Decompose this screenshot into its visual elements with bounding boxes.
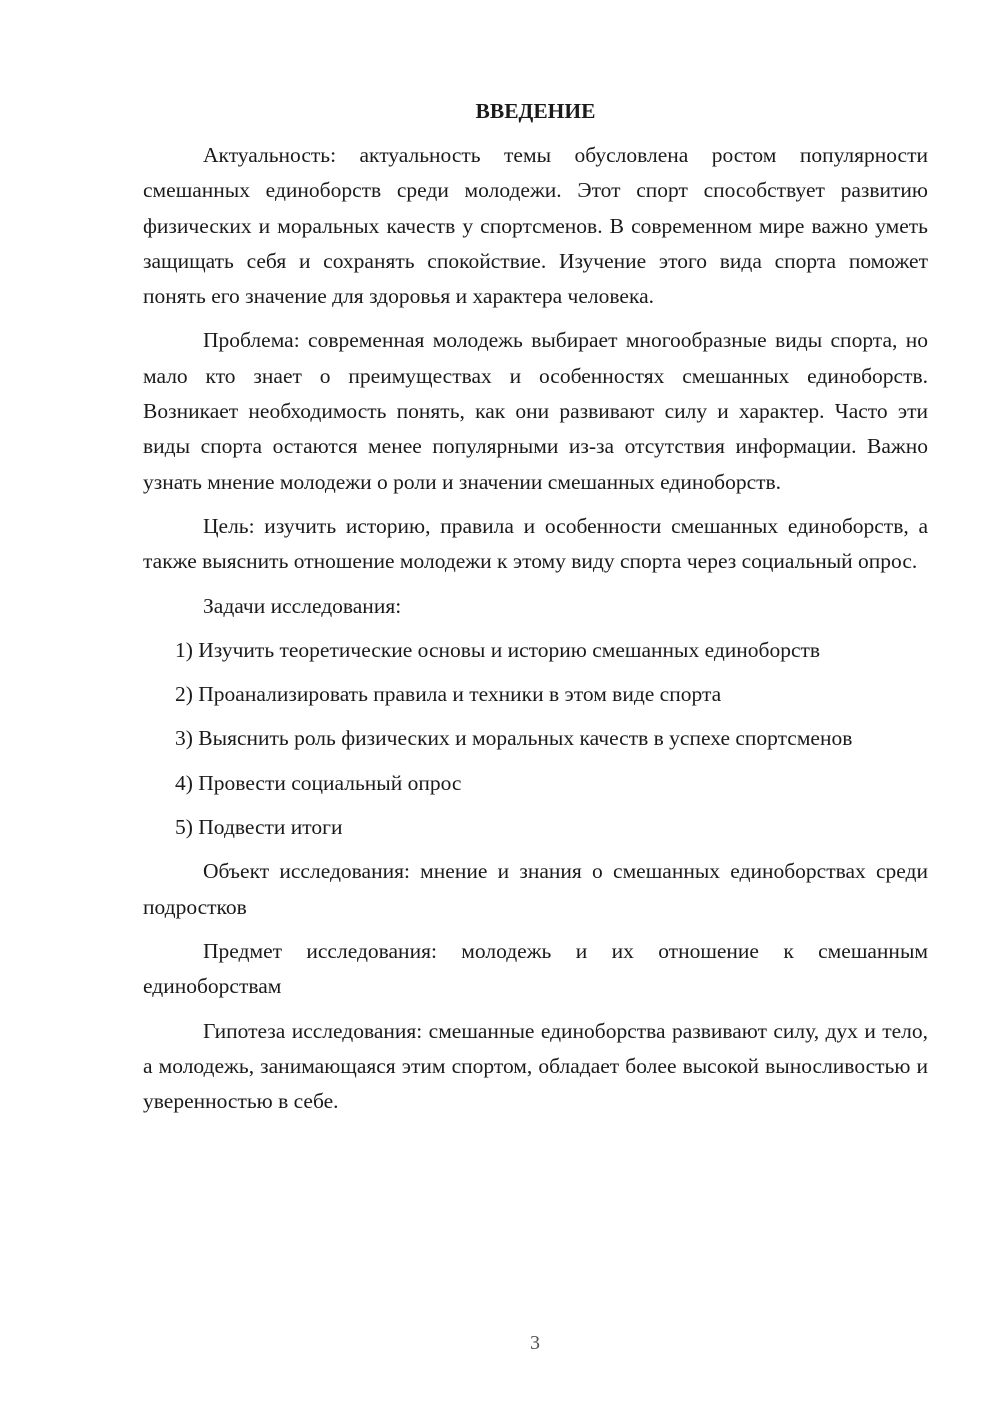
section-title: ВВЕДЕНИЕ <box>475 99 596 123</box>
task-item-2: 2) Проанализировать правила и техники в этом виде спорта <box>175 682 722 707</box>
task-item-4: 4) Провести социальный опрос <box>175 770 462 795</box>
paragraph-tasks-heading: Задачи исследования: <box>203 593 402 618</box>
paragraph-problem: Проблема: современная молодежь выбирает многообразные виды спорта, но мало кто знает о преимуществах и особенностях смешанных единоборств. Возникает необходимость понять, как они развивают силу и характер. Часто эти виды спорта остаются менее популярными из-за отсутствия информации. Важно узнать мнение молодежи о роли и значении смешанных единоборств. <box>143 328 928 494</box>
task-item-1: 1) Изучить теоретические основы и историю смешанных единоборств <box>175 637 821 662</box>
paragraph-hypothesis: Гипотеза исследования: смешанные единоборства развивают силу, дух и тело, а молодежь, занимающаяся этим спортом, обладает более высокой выносливостью и уверенностью в себе. <box>143 1018 928 1114</box>
paragraph-goal: Цель: изучить историю, правила и особенности смешанных единоборств, а также выяснить отношение молодежи к этому виду спорта через социальный опрос. <box>143 513 928 574</box>
paragraph-subject: Предмет исследования: молодежь и их отношение к смешанным единоборствам <box>143 938 928 999</box>
document-page <box>143 94 928 1128</box>
task-item-5: 5) Подвести итоги <box>175 815 343 840</box>
page-number: 3 <box>530 1332 540 1354</box>
paragraph-object: Объект исследования: мнение и знания о смешанных единоборствах среди подростков <box>143 859 928 919</box>
task-item-3: 3) Выяснить роль физических и моральных качеств в успехе спортсменов <box>175 726 853 751</box>
paragraph-relevance: Актуальность: актуальность темы обусловлена ростом популярности смешанных единоборств среди молодежи. Этот спорт способствует развитию физических и моральных качеств у спортсменов. В современном мире важно уметь защищать себя и сохранять спокойствие. Изучение этого вида спорта поможет понять его значение для здоровья и характера человека. <box>143 143 928 309</box>
